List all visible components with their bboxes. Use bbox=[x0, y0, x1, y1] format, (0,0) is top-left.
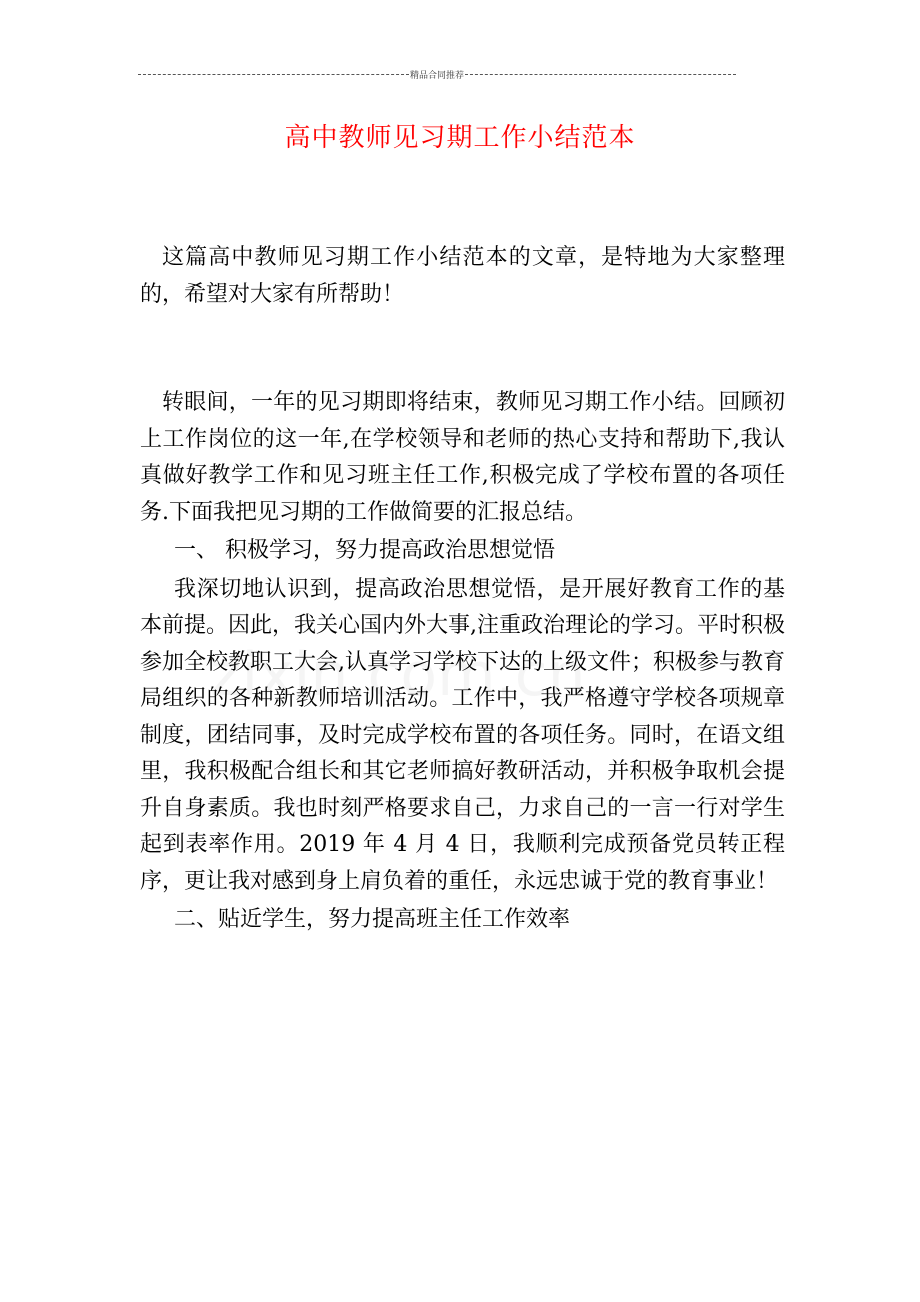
section-heading-2: 二、贴近学生，努力提高班主任工作效率 bbox=[174, 907, 571, 932]
section-1-paragraph: 我深切地认识到，提高政治思想觉悟，是开展好教育工作的基本前提。因此，我关心国内外大事,注重政治理论的学习。平时积极参加全校教职工大会,认真学习学校下达的上级文件；积极参与教育局组织的各种新教师培训活动。工作中，我严格遵守学校各项规章制度，团结同事，及时完成学校布置的各项任务。同时，在语文组里，我积极配合组长和其它老师搞好教研活动，并积极争取机会提升自身素质。我也时刻严格要求自己，力求自己的一言一行对学生起到表率作用。2019 年 4 月 4 日，我顺利完成预备党员转正程序，更让我对感到身上肩负着的重任，永远忠诚于党的教育事业！ bbox=[140, 576, 785, 894]
header-divider-left bbox=[138, 74, 409, 75]
page-header bbox=[138, 66, 736, 82]
intro-paragraph: 这篇高中教师见习期工作小结范本的文章，是特地为大家整理的，希望对大家有所帮助！ bbox=[140, 245, 785, 307]
section-heading-1: 一、 积极学习，努力提高政治思想觉悟 bbox=[174, 538, 555, 563]
header-divider-right bbox=[465, 74, 736, 75]
summary-paragraph: 转眼间，一年的见习期即将结束，教师见习期工作小结。回顾初上工作岗位的这一年,在学校领导和老师的热心支持和帮助下,我认真做好教学工作和见习班主任工作,积极完成了学校布置的各项任务.下面我把见习期的工作做简要的汇报总结。 bbox=[140, 390, 785, 525]
document-title: 高中教师见习期工作小结范本 bbox=[284, 123, 636, 153]
header-label: 精品合同推荐 bbox=[410, 70, 465, 81]
main-block bbox=[140, 385, 785, 939]
intro-block bbox=[140, 240, 785, 313]
